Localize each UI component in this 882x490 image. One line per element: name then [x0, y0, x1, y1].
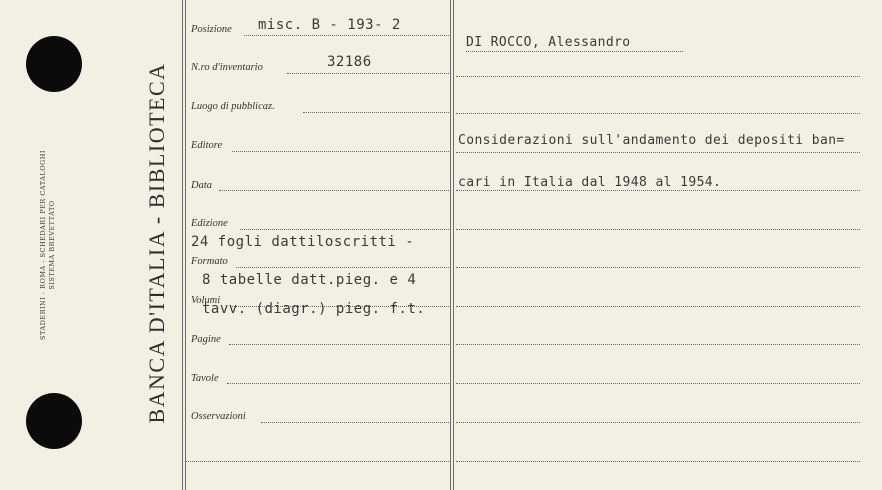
middle-rule-left	[450, 0, 451, 490]
right-line-7	[456, 306, 860, 307]
pagine-label: Pagine	[191, 334, 221, 345]
library-name: BANCA D'ITALIA - BIBLIOTECA	[144, 62, 169, 424]
editore-label: Editore	[191, 140, 223, 151]
tavole-label: Tavole	[191, 373, 219, 384]
edizione-label: Edizione	[191, 218, 228, 229]
author-entry: DI ROCCO, Alessandro	[466, 35, 631, 50]
editore-line	[232, 151, 449, 152]
volumi-label: Volumi	[191, 295, 221, 306]
right-line-2	[456, 113, 860, 114]
right-line-1	[456, 76, 860, 77]
formato-value: 8 tabelle datt.pieg. e 4	[202, 272, 417, 288]
left-rule-outer	[182, 0, 183, 490]
punch-hole-bottom	[26, 393, 82, 449]
left-rule-inner	[185, 0, 186, 490]
printer-imprint	[39, 115, 57, 375]
posizione-line	[244, 35, 449, 36]
right-line-11	[456, 461, 860, 462]
edizione-line	[240, 229, 449, 230]
middle-rule-right	[453, 0, 454, 490]
right-line-10	[456, 422, 860, 423]
title-line-2: cari in Italia dal 1948 al 1954.	[458, 175, 722, 190]
volumi-value: tavv. (diagr.) pieg. f.t.	[202, 301, 426, 317]
right-line-8	[456, 344, 860, 345]
right-line-6	[456, 267, 860, 268]
luogo-line	[303, 112, 449, 113]
luogo-label: Luogo di pubblicaz.	[191, 101, 275, 112]
right-line-5	[456, 229, 860, 230]
right-line-9	[456, 383, 860, 384]
author-line	[466, 51, 683, 52]
right-line-4	[456, 190, 860, 191]
posizione-value: misc. B - 193- 2	[258, 17, 401, 33]
edizione-value: 24 fogli dattiloscritti -	[191, 234, 415, 250]
punch-hole-top	[26, 36, 82, 92]
osservazioni-line	[261, 422, 449, 423]
osservazioni-label: Osservazioni	[191, 411, 246, 422]
printer-imprint-line2: SISTEMA BREVETTATO	[48, 200, 56, 290]
formato-line	[236, 267, 449, 268]
title-line-1: Considerazioni sull'andamento dei depositi ban=	[458, 133, 845, 148]
data-label: Data	[191, 180, 212, 191]
tavole-line	[227, 383, 449, 384]
printer-imprint-line1: STADERINI - ROMA - SCHEDARI PER CATALOGHI	[39, 150, 47, 340]
inventario-label: N.ro d'inventario	[191, 62, 263, 73]
inventario-value: 32186	[327, 54, 372, 70]
data-line	[219, 190, 449, 191]
posizione-label: Posizione	[191, 24, 232, 35]
right-line-3	[456, 152, 860, 153]
inventario-line	[287, 73, 449, 74]
bottom-line-left	[186, 461, 449, 462]
pagine-line	[229, 344, 449, 345]
formato-label: Formato	[191, 256, 228, 267]
